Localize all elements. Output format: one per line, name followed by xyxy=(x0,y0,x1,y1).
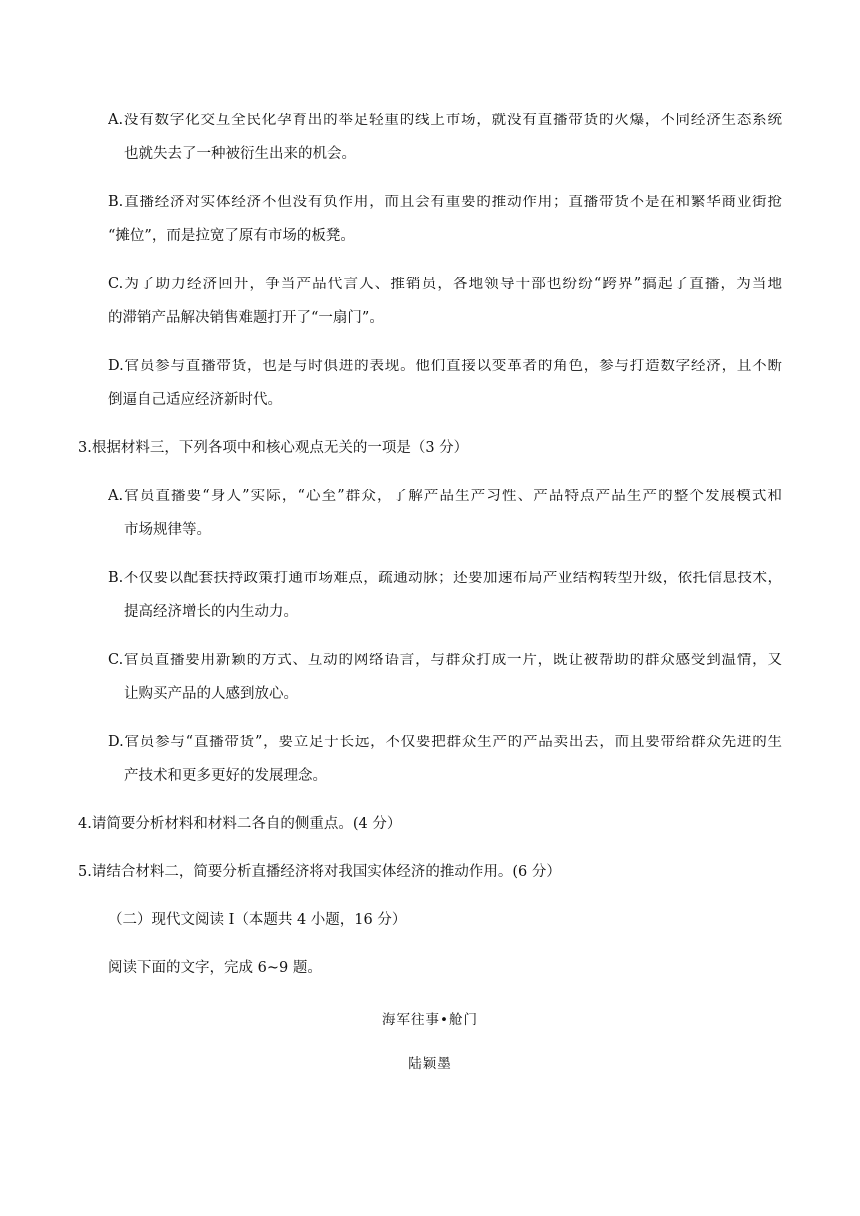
q2-option-c-line2: 的滞销产品解决销售难题打开了“一扇门”。 xyxy=(108,310,384,326)
q2-option-c-line1: C.为了助力经济回升，争当产品代言人、推销员，各地领导干部也纷纷“跨界”搞起了直播，为当地 xyxy=(108,277,782,292)
q3-option-b-line1: B.不仅要以配套扶持政策打通市场难点，疏通动脉；还要加速布局产业结构转型升级，依托信息技术， xyxy=(108,571,782,586)
q2-option-a-line1: A.没有数字化交互全民化孕育出的举足轻重的线上市场，就没有直播带货的火爆，不同经济生态系统 xyxy=(108,113,782,128)
q3-option-c-line1: C.官员直播要用新颖的方式、互动的网络语言，与群众打成一片，既让被帮助的群众感受到温情，又 xyxy=(108,653,782,668)
q2-option-d-line2: 倒逼自己适应经济新时代。 xyxy=(108,392,282,408)
section-heading: （二）现代文阅读 I（本题共 4 小题，16 分） xyxy=(108,912,407,928)
q3-option-a-line1: A.官员直播要“身人”实际，“心至”群众，了解产品生产习性、产品特点产品生产的整个发展模式和 xyxy=(108,489,782,504)
q3-option-d-line2: 产技术和更多更好的发展理念。 xyxy=(124,768,327,784)
q2-option-a-line2: 也就失去了一种被衍生出来的机会。 xyxy=(124,146,356,162)
article-author: 陆颖墨 xyxy=(408,1056,452,1072)
q3-stem: 3.根据材料三，下列各项中和核心观点无关的一项是（3 分） xyxy=(78,440,469,456)
q3-option-c-line2: 让购买产品的人感到放心。 xyxy=(124,686,298,702)
q2-option-d-line1: D.官员参与直播带货，也是与时俱进的表现。他们直接以变革者的角色，参与打造数字经济，且不断 xyxy=(108,359,782,374)
reading-instruction: 阅读下面的文字，完成 6~9 题。 xyxy=(108,960,322,976)
article-title: 海军往事•舱门 xyxy=(382,1012,478,1028)
q5-stem: 5.请结合材料二，简要分析直播经济将对我国实体经济的推动作用。(6 分） xyxy=(78,864,561,880)
q3-option-d-line1: D.官员参与“直播带货”，要立足于长远，不仅要把群众生产的产品卖出去，而且要带给群众先进的生 xyxy=(108,735,782,750)
q3-option-a-line2: 市场规律等。 xyxy=(124,522,211,538)
q2-option-b-line2: “摊位”，而是拉宽了原有市场的板凳。 xyxy=(108,228,355,244)
q4-stem: 4.请简要分析材料和材料二各自的侧重点。(4 分） xyxy=(78,816,402,832)
q3-option-b-line2: 提高经济增长的内生动力。 xyxy=(124,604,298,620)
q2-option-b-line1: B.直播经济对实体经济不但没有负作用，而且会有重要的推动作用；直播带货不是在和繁华商业街抢 xyxy=(108,195,782,210)
